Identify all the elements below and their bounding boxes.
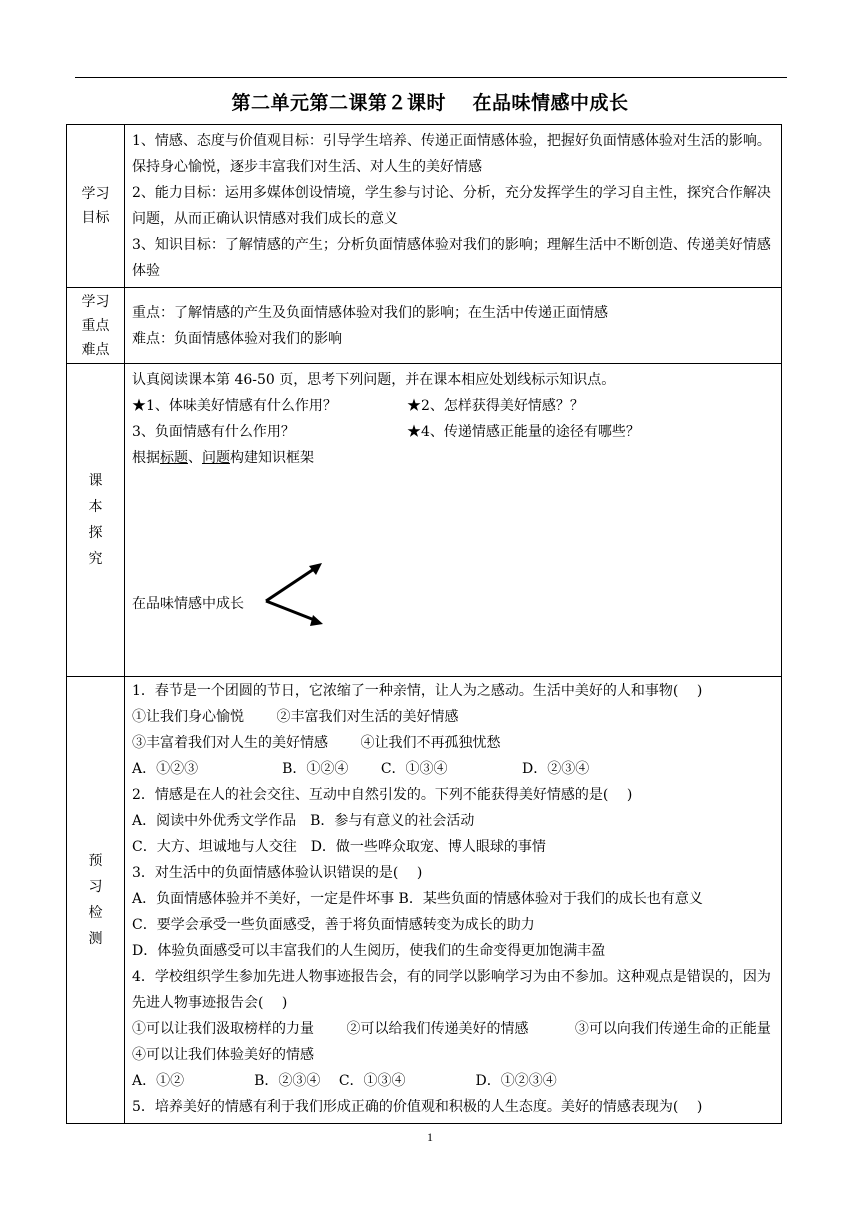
question-4: ★4、传递情感正能量的途径有哪些？ [407, 424, 640, 440]
quiz-option: C．大方、坦诚地与人交往 D．做一些哗众取宠、博人眼球的事情 [132, 839, 546, 855]
quiz-option: A．负面情感体验并不美好，一定是件坏事 B．某些负面的情感体验对于我们的成长也有意义 [132, 891, 703, 907]
quiz-option: ③丰富着我们对人生的美好情感 ④让我们不再孤独忧愁 [132, 735, 501, 751]
quiz-option: ①让我们身心愉悦 ②丰富我们对生活的美好情感 [132, 709, 459, 725]
label-line: 预 [88, 853, 103, 869]
quiz-question: 1．春节是一个团圆的节日，它浓缩了一种亲情，让人为之感动。生活中美好的人和事物( ) [132, 683, 703, 699]
preview-content [125, 677, 832, 1124]
lesson-plan-table [66, 124, 832, 1124]
quiz-question: 4．学校组织学生参加先进人物事迹报告会，有的同学以影响学习为由不参加。这种观点是错误的，因为先进人物事迹报告会( ) [132, 969, 771, 1011]
explore-row [67, 364, 782, 677]
underlined-word: 标题 [160, 450, 188, 466]
keypoints-content [125, 288, 782, 364]
label-line: 学习 [81, 186, 110, 202]
explore-content [125, 364, 782, 677]
objectives-row [67, 125, 782, 288]
label-line: 学习 [81, 293, 110, 310]
quiz-question: 2．情感是在人的社会交往、互动中自然引发的。下列不能获得美好情感的是( ) [132, 787, 633, 803]
explore-label [67, 364, 125, 677]
framework-instruction [132, 445, 775, 471]
page-title: 第二单元第二课第２课时 在品味情感中成长 [231, 92, 629, 114]
preview-row [67, 677, 782, 1124]
objective-ability: 2、能力目标：运用多媒体创设情境，学生参与讨论、分析，充分发挥学生的学习自主性，探究合作解决问题，从而正确认识情感对我们成长的意义 [132, 185, 771, 227]
objective-emotion: 1、情感、态度与价值观目标：引导学生培养、传递正面情感体验，把握好负面情感体验对生活的影响。保持身心愉悦，逐步丰富我们对生活、对人生的美好情感 [132, 133, 771, 175]
question-1: ★1、体味美好情感有什么作用？ [132, 398, 337, 414]
objective-knowledge: 3、知识目标：了解情感的产生；分析负面情感体验对我们的影响；理解生活中不断创造、传递美好情感体验 [132, 237, 771, 279]
label-line: 难点 [81, 341, 110, 358]
reading-instruction: 认真阅读课本第 46-50 页，思考下列问题，并在课本相应处划线标示知识点。 [132, 372, 616, 388]
page-number: 1 [427, 1130, 433, 1144]
question-row [132, 419, 775, 445]
preview-label [67, 677, 125, 1124]
quiz-option: D．体验负面感受可以丰富我们的人生阅历，使我们的生命变得更加饱满丰盈 [132, 943, 606, 959]
question-row [132, 393, 775, 419]
objectives-label [67, 125, 125, 288]
keypoints-row [67, 288, 782, 364]
label-line: 探 [88, 525, 103, 541]
label-line: 究 [88, 551, 103, 567]
instruction-text: 根据 [132, 450, 160, 466]
label-line: 习 [88, 879, 103, 895]
instruction-text: 构建知识框架 [230, 450, 314, 466]
framework-root: 在品味情感中成长 [132, 596, 244, 612]
label-line: 本 [88, 499, 103, 515]
label-line: 测 [88, 931, 103, 947]
quiz-option: C．要学会承受一些负面感受，善于将负面情感转变为成长的助力 [132, 917, 535, 933]
label-line: 目标 [81, 210, 110, 226]
quiz-choices: A．①② B．②③④ C．①③④ D．①②③④ [132, 1073, 557, 1089]
quiz-choices: A．①②③ B．①②④ C．①③④ D．②③④ [132, 761, 590, 777]
label-line: 课 [88, 473, 103, 489]
branch-arrows-icon [262, 557, 326, 629]
question-3: 3、负面情感有什么作用？ [132, 424, 295, 440]
label-line: 检 [88, 905, 103, 921]
quiz-option: A．阅读中外优秀文学作品 B．参与有意义的社会活动 [132, 813, 475, 829]
difficult-point: 难点：负面情感体验对我们的影响 [132, 330, 342, 347]
label-line: 重点 [81, 317, 110, 334]
instruction-text: 、 [188, 450, 202, 466]
objectives-content [125, 125, 782, 288]
question-2: ★2、怎样获得美好情感？？ [407, 398, 584, 414]
quiz-option: ①可以让我们汲取榜样的力量 ②可以给我们传递美好的情感 ③可以向我们传递生命的正能量 ④可以让我们体验美好的情感 [132, 1021, 832, 1063]
knowledge-framework [132, 471, 775, 651]
quiz-question: 5．培养美好的情感有利于我们形成正确的价值观和积极的人生态度。美好的情感表现为( ) [132, 1099, 703, 1115]
header-rule [75, 77, 787, 78]
underlined-word: 问题 [202, 450, 230, 466]
keypoints-label [67, 288, 125, 364]
quiz-question: 3．对生活中的负面情感体验认识错误的是( ) [132, 865, 423, 881]
key-point: 重点：了解情感的产生及负面情感体验对我们的影响；在生活中传递正面情感 [132, 304, 608, 321]
